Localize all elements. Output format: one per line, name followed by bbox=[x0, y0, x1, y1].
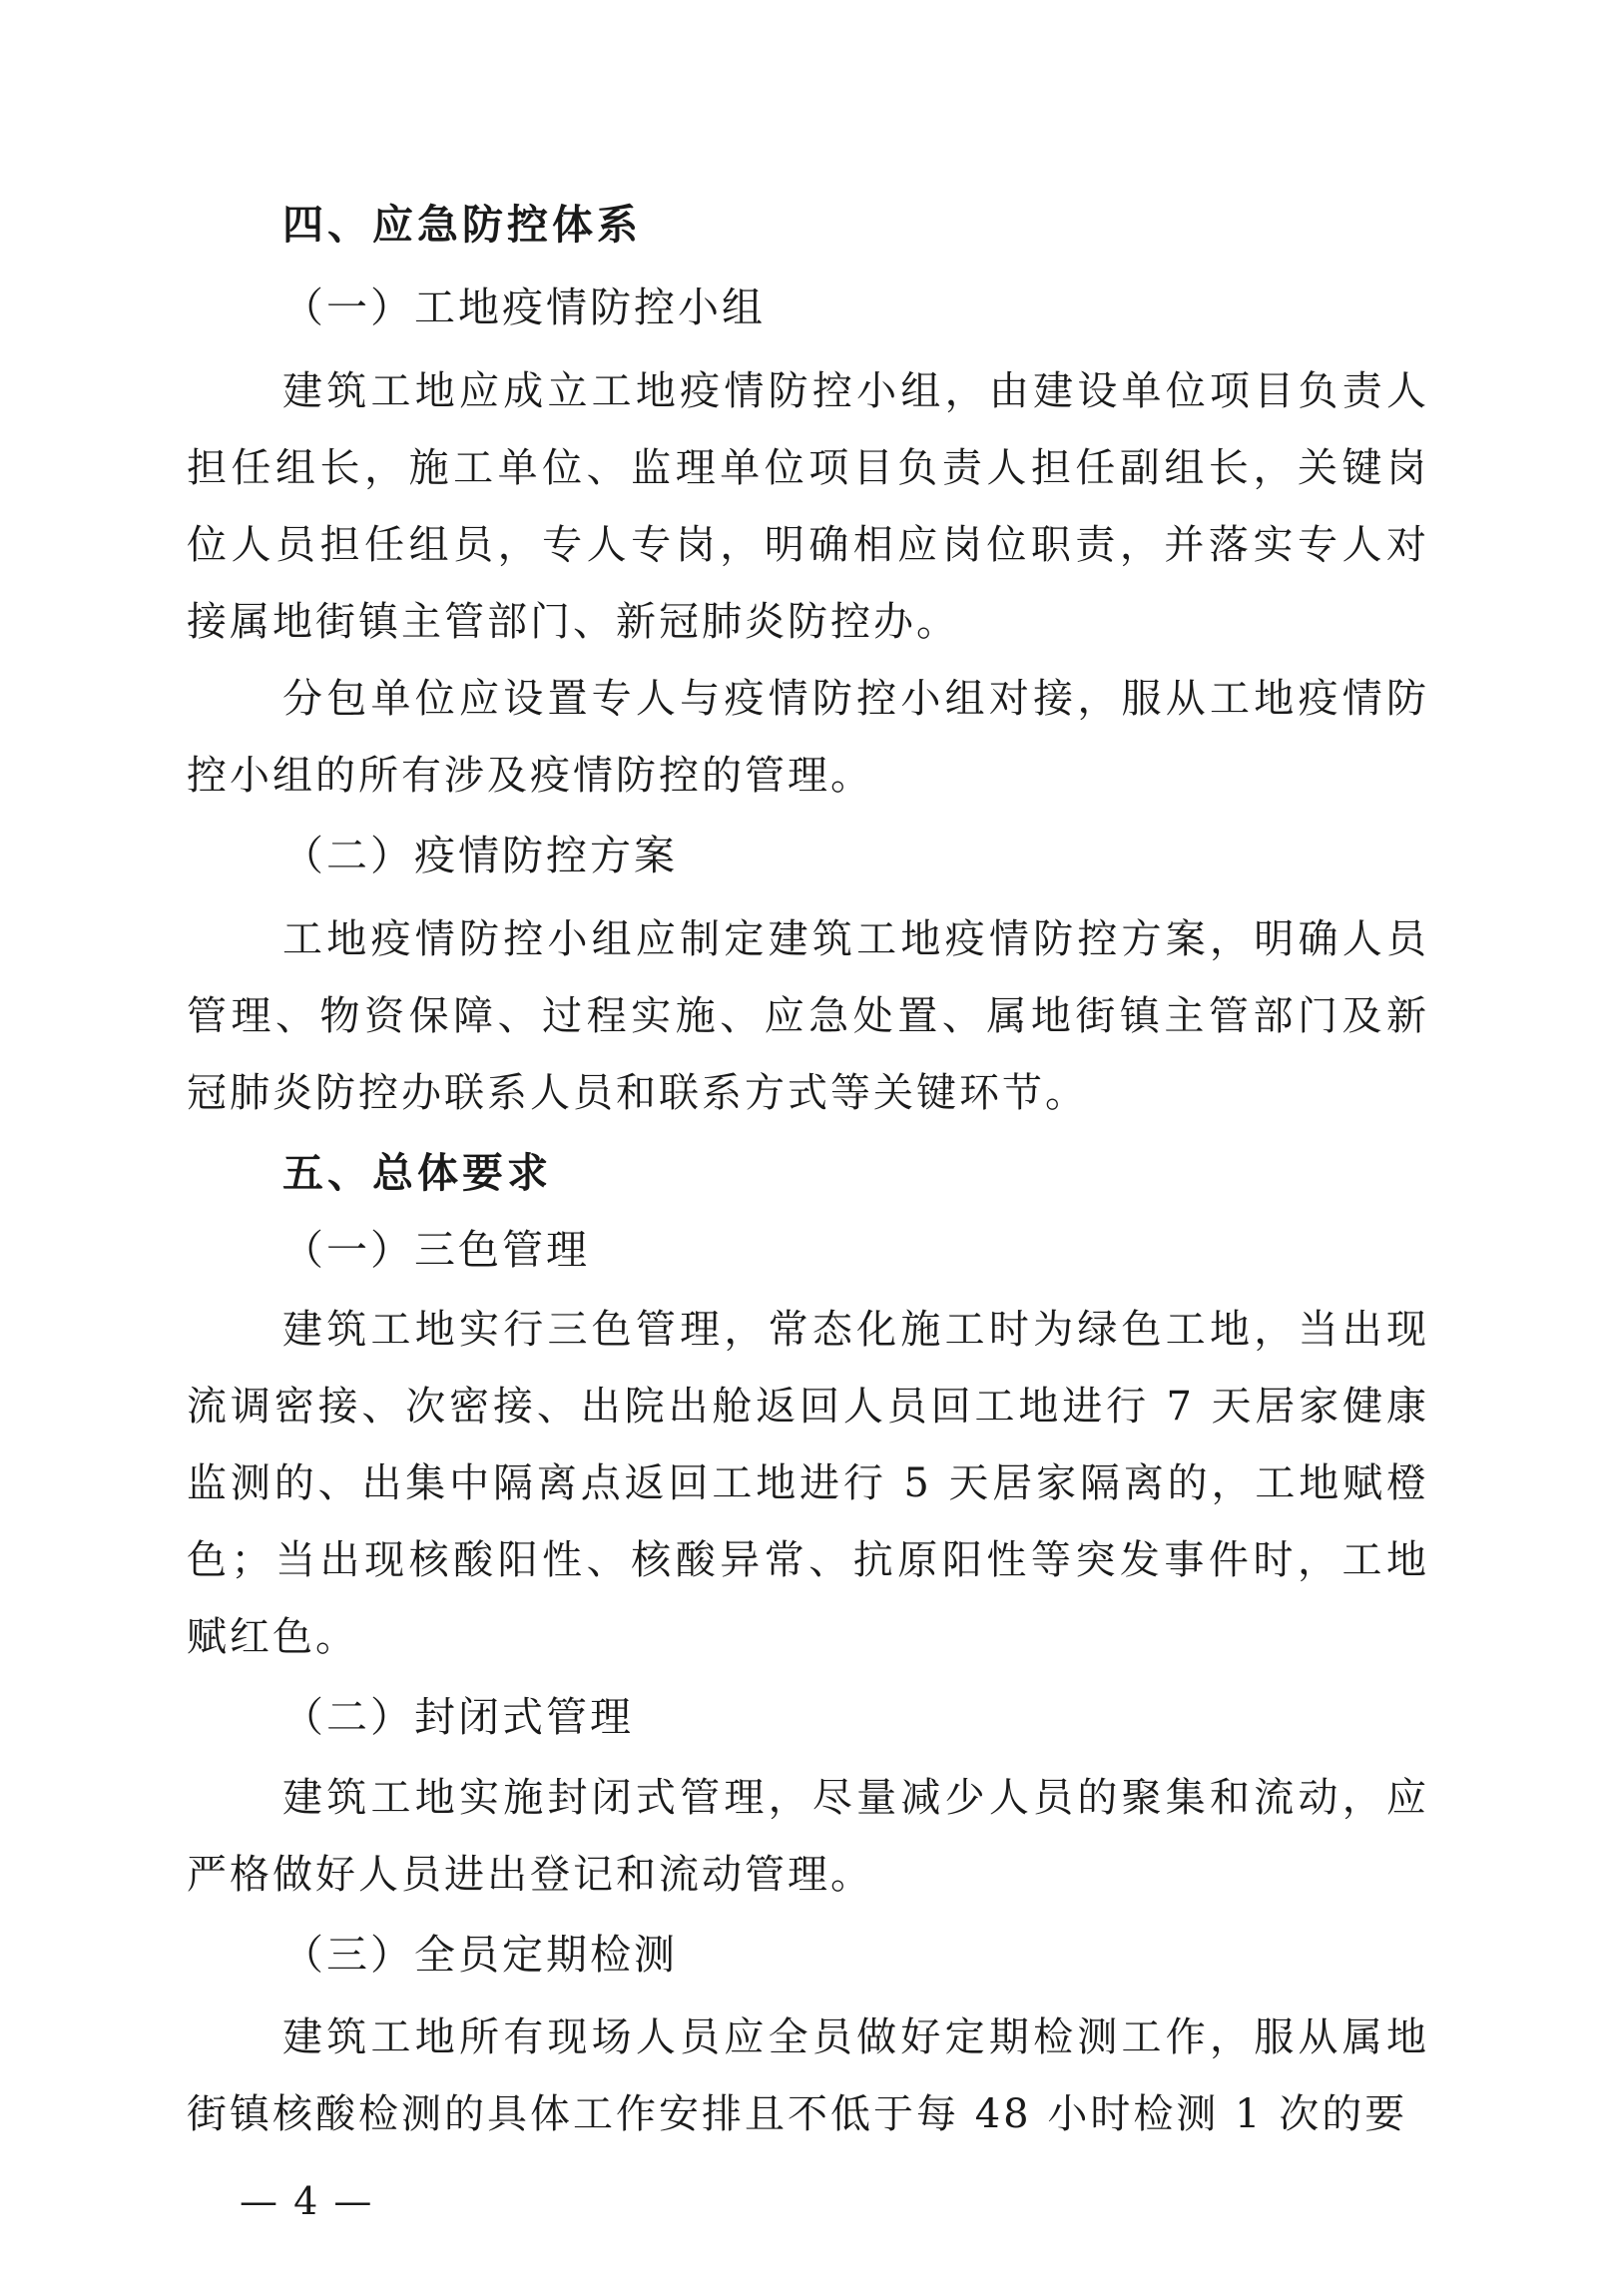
paragraph-4-1-1: 建筑工地应成立工地疫情防控小组，由建设单位项目负责人担任组长，施工单位、监理单位项目负责人担任副组长，关键岗位人员担任组员，专人专岗，明确相应岗位职责，并落实专人对接属地街镇主管部门、新冠肺炎防控办。 bbox=[187, 368, 1429, 645]
paragraph-5-1-1: 建筑工地实行三色管理，常态化施工时为绿色工地，当出现流调密接、次密接、出院出舱返回人员回工地进行 7 天居家健康监测的、出集中隔离点返回工地进行 5 天居家隔离的，工地赋橙色；当出现核酸阳性、核酸异常、抗原阳性等突发事件时，工地赋红色。 bbox=[187, 1307, 1429, 1660]
page-number: — 4 — bbox=[240, 2179, 374, 2223]
subsection-heading-4-1: （一）工地疫情防控小组 bbox=[282, 284, 766, 331]
paragraph-4-2-1: 工地疫情防控小组应制定建筑工地疫情防控方案，明确人员管理、物资保障、过程实施、应急处置、属地街镇主管部门及新冠肺炎防控办联系人员和联系方式等关键环节。 bbox=[187, 916, 1429, 1116]
paragraph-5-3-1: 建筑工地所有现场人员应全员做好定期检测工作，服从属地街镇核酸检测的具体工作安排且不低于每 48 小时检测 1 次的要 bbox=[187, 2014, 1429, 2137]
paragraph-4-1-2: 分包单位应设置专人与疫情防控小组对接，服从工地疫情防控小组的所有涉及疫情防控的管理。 bbox=[187, 676, 1429, 799]
subsection-heading-5-2: （二）封闭式管理 bbox=[282, 1693, 634, 1741]
section-heading-4: 四、应急防控体系 bbox=[282, 201, 642, 249]
paragraph-5-2-1: 建筑工地实施封闭式管理，尽量减少人员的聚集和流动，应严格做好人员进出登记和流动管理。 bbox=[187, 1775, 1429, 1898]
subsection-heading-5-1: （一）三色管理 bbox=[282, 1226, 590, 1274]
subsection-heading-5-3: （三）全员定期检测 bbox=[282, 1931, 678, 1979]
subsection-heading-4-2: （二）疫情防控方案 bbox=[282, 832, 678, 879]
section-heading-5: 五、总体要求 bbox=[282, 1149, 552, 1197]
